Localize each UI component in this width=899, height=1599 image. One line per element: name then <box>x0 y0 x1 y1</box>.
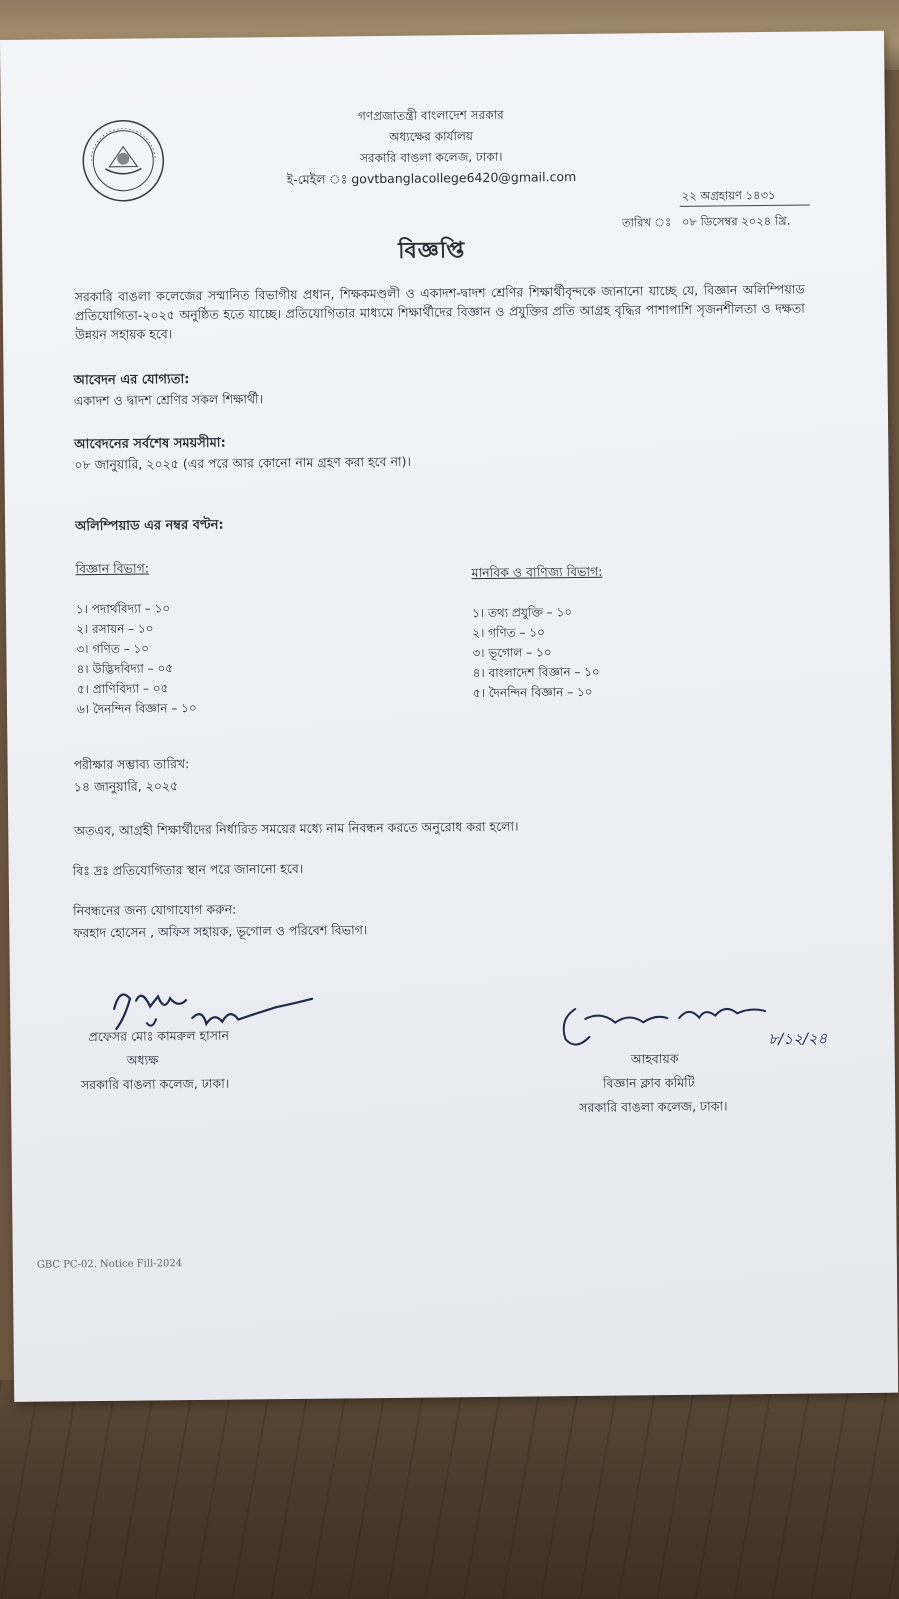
convener-designation: আহবায়ক <box>630 1050 679 1067</box>
notice-sheet <box>0 31 898 1402</box>
list-item: ২। রসায়ন – ১০ <box>76 621 154 637</box>
college-seal-logo <box>79 116 168 205</box>
list-item: ৫। প্রাণিবিদ্যা – ০৫ <box>76 681 169 697</box>
date-divider <box>680 205 810 207</box>
deadline-text: ০৮ জানুয়ারি, ২০২৫ (এর পরে আর কোনো নাম গ্রহণ করা হবে না)। <box>74 453 412 473</box>
list-item: ৩। গণিত – ১০ <box>76 641 150 657</box>
humanities-list <box>472 602 600 703</box>
list-item: ৪। উদ্ভিদবিদ্যা – ০৫ <box>76 661 174 677</box>
header-government: গণপ্রজাতন্ত্রী বাংলাদেশ সরকার <box>357 107 504 124</box>
principal-name: প্রফেসর মোঃ কামরুল হাসান <box>88 1027 230 1045</box>
list-item: ৬। দৈনন্দিন বিজ্ঞান – ১০ <box>76 700 197 717</box>
header-college: সরকারি বাঙলা কলেজ, ঢাকা। <box>359 149 503 166</box>
date-gregorian: ০৮ ডিসেম্বর ২০২৪ খ্রি. <box>681 213 791 229</box>
contact-heading: নিবন্ধনের জন্য যোগাযোগ করুন: <box>73 901 237 919</box>
contact-text: ফরহাদ হোসেন , অফিস সহায়ক, ভূগোল ও পরিবেশ বিভাগ। <box>73 922 368 941</box>
eligibility-text: একাদশ ও দ্বাদশ শ্রেণির সকল শিক্ষার্থী। <box>73 391 264 409</box>
science-heading: বিজ্ঞান বিভাগ: <box>75 560 150 577</box>
header-email: ই-মেইল ঃ govtbanglacollege6420@gmail.com <box>286 168 577 188</box>
convener-signature <box>555 987 796 1060</box>
request-text: অতএব, আগ্রহী শিক্ষার্থীদের নির্ধারিত সময়ের মধ্যে নাম নিবন্ধন করতে অনুরোধ করা হলো। <box>74 818 519 839</box>
intro-paragraph: সরকারি বাঙলা কলেজের সম্মানিত বিভাগীয় প্রধান, শিক্ষকমণ্ডলী ও একাদশ-দ্বাদশ শ্রেণির শিক্ষার্থীবৃন্দকে জানানো যাচ্ছে যে, বিজ্ঞান অলিম্পিয়াড প্রতিযোগিতা-২০২৫ অনুষ্ঠিত হতে যাচ্ছে। প্রতিযোগিতার মাধ্যমে শিক্ষার্থীদের বিজ্ঞান ও প্রযুক্তির প্রতি আগ্রহ বৃদ্ধির পাশাপাশি সৃজনশীলতা ও দক্ষতা উন্নয়ন সহায়ক হবে। <box>74 281 805 343</box>
list-item: ৩। ভূগোল – ১০ <box>472 645 552 661</box>
date-bangla: ২২ অগ্রহায়ণ ১৪৩১ <box>681 187 776 203</box>
convener-college: সরকারি বাঙলা কলেজ, ঢাকা। <box>579 1098 728 1115</box>
marks-heading: অলিম্পিয়াড এর নম্বর বণ্টন: <box>75 517 224 535</box>
header-office: অধ্যক্ষের কার্যালয় <box>389 129 474 144</box>
exam-heading: পরীক্ষার সম্ভাব্য তারিখ: <box>73 756 190 773</box>
note-text: বিঃ দ্রঃ প্রতিযোগিতার স্থান পরে জানানো হবে। <box>72 860 304 879</box>
eligibility-heading: আবেদন এর যোগ্যতা: <box>73 372 190 389</box>
list-item: ১। পদার্থবিদ্যা – ১০ <box>75 601 171 617</box>
science-list <box>76 598 197 719</box>
convener-committee: বিজ্ঞান ক্লাব কমিটি <box>602 1074 695 1091</box>
exam-date: ১৪ জানুয়ারি, ২০২৫ <box>73 778 179 795</box>
list-item: ১। তথ্য প্রযুক্তি – ১০ <box>471 605 573 621</box>
list-item: ৪। বাংলাদেশ বিজ্ঞান – ১০ <box>472 664 600 681</box>
form-code-footer: GBC PC-02. Notice Fill-2024 <box>36 1258 183 1271</box>
background-wood-surface <box>0 1380 899 1599</box>
principal-designation: অধ্যক্ষ <box>126 1052 159 1068</box>
date-label: তারিখ ঃ <box>621 214 672 230</box>
notice-title: বিজ্ঞপ্তি <box>398 238 466 264</box>
list-item: ৫। দৈনন্দিন বিজ্ঞান – ১০ <box>472 684 593 701</box>
convener-signature-date: ৮/১২/২৪ <box>768 1029 828 1049</box>
list-item: ২। গণিত – ১০ <box>472 625 545 641</box>
principal-college: সরকারি বাঙলা কলেজ, ঢাকা। <box>80 1075 230 1093</box>
humanities-heading: মানবিক ও বাণিজ্য বিভাগ: <box>471 563 603 581</box>
deadline-heading: আবেদনের সর্বশেষ সময়সীমা: <box>74 435 226 453</box>
